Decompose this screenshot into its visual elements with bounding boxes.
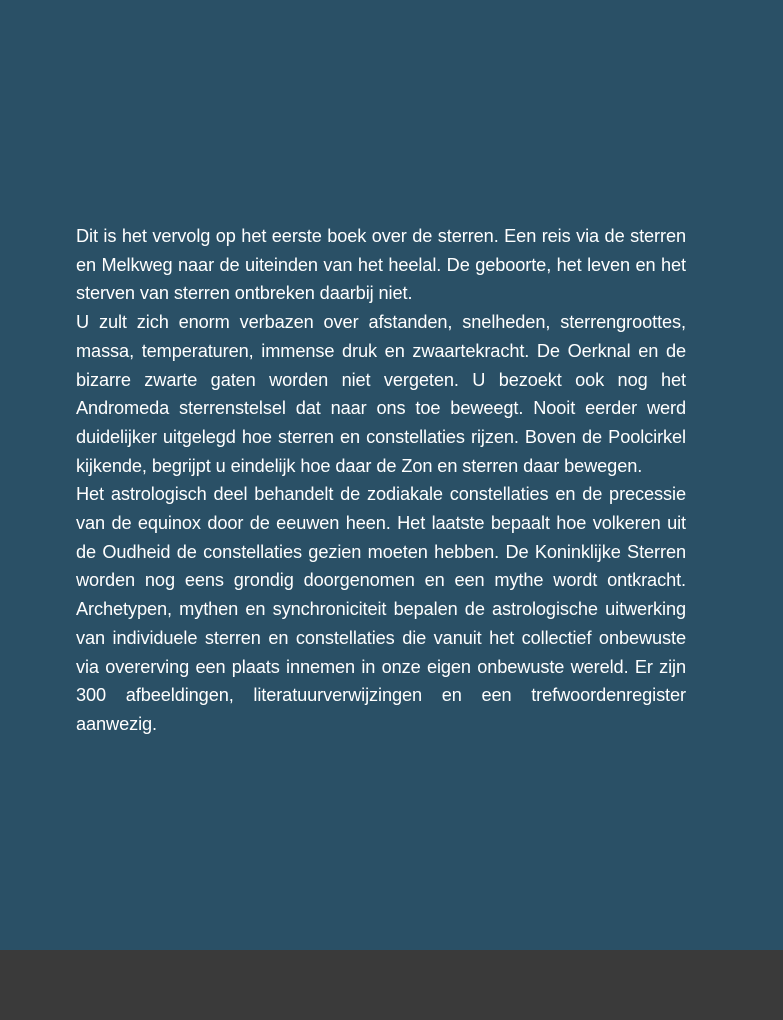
blurb-paragraph-1: Dit is het vervolg op het eerste boek over de sterren. Een reis via de sterren en Melkweg naar de uiteinden van het heelal. De geboorte, het leven en het sterven van sterren ontbreken daarbij niet. [76, 226, 686, 304]
back-cover-blurb [76, 222, 686, 739]
blurb-paragraph-3: Het astrologisch deel behandelt de zodiakale constellaties en de precessie van de equinox door de eeuwen heen. Het laatste bepaalt hoe volkeren uit de Oudheid de constellaties gezien moeten hebben. De Koninklijke Sterren worden nog eens grondig doorgenomen en een mythe wordt ontkracht. Archetypen, mythen en synchroniciteit bepalen de astrologische uitwerking van individuele sterren en constellaties die vanuit het collectief onbewuste via overerving een plaats innemen in onze eigen onbewuste wereld. Er zijn 300 afbeeldingen, literatuurverwijzingen en een trefwoordenregister aanwezig. [76, 484, 686, 734]
blurb-paragraph-2: U zult zich enorm verbazen over afstanden, snelheden, sterrengroottes, massa, temperaturen, immense druk en zwaartekracht. De Oerknal en de bizarre zwarte gaten worden niet vergeten. U bezoekt ook nog het Andromeda sterrenstelsel dat naar ons toe beweegt. Nooit eerder werd duidelijker uitgelegd hoe sterren en constellaties rijzen. Boven de Poolcirkel kijkende, begrijpt u eindelijk hoe daar de Zon en sterren daar bewegen. [76, 312, 686, 476]
footer-bar [0, 950, 783, 1020]
